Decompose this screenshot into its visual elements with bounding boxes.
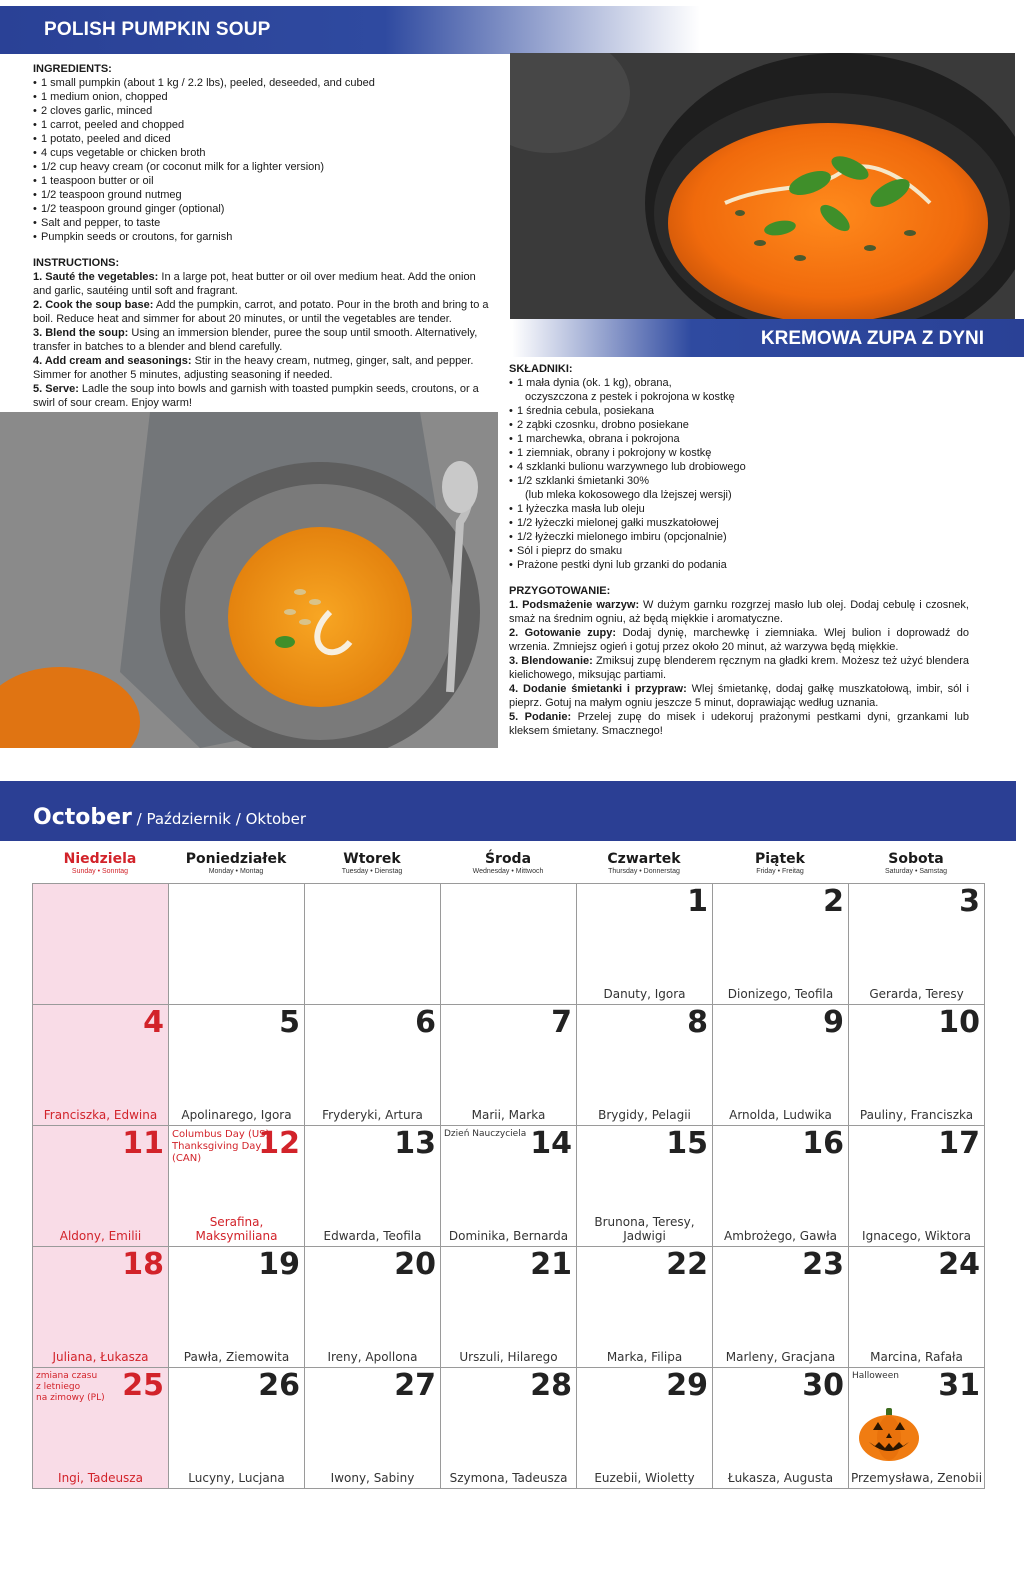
step-label: 2. Cook the soup base: (33, 299, 154, 311)
weekday-name: Piątek (754, 851, 805, 867)
instructions-pl (509, 598, 969, 738)
weekday-name: Sobota (888, 851, 944, 867)
day-cell-3[interactable] (848, 883, 985, 1005)
month-name: October (33, 805, 132, 830)
day-number: 19 (258, 1247, 300, 1282)
day-cell-18[interactable] (32, 1246, 169, 1368)
ingredient-item (509, 516, 969, 530)
day-cell-10[interactable] (848, 1004, 985, 1126)
day-note-line: Dzień Nauczyciela (444, 1129, 527, 1139)
day-cell-27[interactable] (304, 1367, 441, 1489)
step-text: Wlej śmietankę, dodaj gałkę muszkatołową, imbir, sól i pieprz. Gotuj na małym ogniu jeszcze 5 minut, doprawiając według uznania. (509, 683, 969, 709)
day-number: 26 (258, 1368, 300, 1403)
day-number: 18 (122, 1247, 164, 1282)
name-day-names: Marcina, Rafała (870, 1350, 963, 1364)
name-day-names: Euzebii, Wioletty (594, 1471, 695, 1485)
day-number: 17 (938, 1126, 980, 1161)
instructions-heading-en: INSTRUCTIONS: (33, 257, 120, 269)
day-cell-23[interactable] (712, 1246, 849, 1368)
day-number: 9 (823, 1005, 844, 1040)
step-label: 1. Podsmażenie warzyw: (509, 599, 640, 611)
name-day-names: Brygidy, Pelagii (598, 1108, 691, 1122)
day-cell-22[interactable] (576, 1246, 713, 1368)
day-cell-7[interactable] (440, 1004, 577, 1126)
name-day-names: Iwony, Sabiny (330, 1471, 415, 1485)
step-label: 3. Blendowanie: (509, 655, 593, 667)
day-cell-11[interactable] (32, 1125, 169, 1247)
name-day-names: Przemysława, Zenobii (850, 1471, 983, 1485)
day-cell-29[interactable] (576, 1367, 713, 1489)
name-day-names: Urszuli, Hilarego (459, 1350, 558, 1364)
day-cell-24[interactable] (848, 1246, 985, 1368)
day-cell-21[interactable] (440, 1246, 577, 1368)
month-title (33, 805, 306, 830)
day-cell-28[interactable] (440, 1367, 577, 1489)
day-cell-25[interactable] (32, 1367, 169, 1489)
ingredient-item: • 1 potato, peeled and diced (33, 132, 495, 146)
name-day-names: Danuty, Igora (603, 987, 686, 1001)
name-day-names: Ignacego, Wiktora (862, 1229, 971, 1243)
ingredient-line: oczyszczona z pestek i pokrojona w kostkę (525, 391, 735, 403)
weekday-subtitle: Friday • Freitag (756, 868, 804, 875)
day-cell-17[interactable] (848, 1125, 985, 1247)
step-text: Przelej zupę do misek i udekoruj prażonymi pestkami dyni, grzankami lub kleksem śmietany. Smacznego! (509, 711, 969, 737)
calendar-grid (32, 883, 984, 1488)
ingredient-item: • 4 cups vegetable or chicken broth (33, 146, 495, 160)
name-day-names: Marka, Filipa (606, 1350, 683, 1364)
weekday-subtitle: Thursday • Donnerstag (608, 868, 680, 875)
day-cell-31[interactable] (848, 1367, 985, 1489)
day-number: 5 (279, 1005, 300, 1040)
day-note (852, 1371, 899, 1382)
day-number: 28 (530, 1368, 572, 1403)
name-day-names: Serafina, Maksymiliana (195, 1215, 278, 1243)
weekday-header (32, 851, 168, 875)
step-label: 4. Dodanie śmietanki i przypraw: (509, 683, 687, 695)
instruction-step (509, 598, 969, 626)
instruction-step (509, 654, 969, 682)
name-day-names: Franciszka, Edwina (43, 1108, 158, 1122)
day-cell-9[interactable] (712, 1004, 849, 1126)
name-day-names: Marii, Marka (471, 1108, 546, 1122)
instruction-step (33, 382, 495, 410)
step-label: 1. Sauté the vegetables: (33, 271, 159, 283)
name-day-names: Pawła, Ziemowita (183, 1350, 290, 1364)
name-day-names: Szymona, Tadeusza (449, 1471, 568, 1485)
instruction-step (509, 682, 969, 710)
ingredient-item (509, 418, 969, 432)
instructions-en (33, 270, 495, 410)
ingredient-item: • 1 teaspoon butter or oil (33, 174, 495, 188)
step-text: Add the pumpkin, carrot, and potato. Pour in the broth and bring to a boil. Reduce heat and simmer for about 20 minutes, or until the vegetables are tender. (33, 299, 489, 325)
day-note (444, 1129, 526, 1140)
day-number: 2 (823, 884, 844, 919)
instruction-step (33, 270, 495, 298)
step-text: Dodaj dynię, marchewkę i ziemniaka. Wlej bulion i doprowadź do wrzenia. Zmniejsz ogień i gotuj przez około 20 minut, aż warzywa będą miękkie. (509, 627, 969, 653)
ingredient-item: • 1 medium onion, chopped (33, 90, 495, 104)
day-note-line: (CAN) (172, 1153, 202, 1164)
day-cell-15[interactable] (576, 1125, 713, 1247)
day-number: 13 (394, 1126, 436, 1161)
step-text: In a large pot, heat butter or oil over medium heat. Add the onion and garlic, sautéing until soft and fragrant. (33, 271, 476, 297)
name-day-names: Brunona, Teresy, Jadwigi (594, 1215, 695, 1243)
empty-day-cell (168, 883, 305, 1005)
month-header (0, 781, 1016, 841)
instructions-heading-pl: PRZYGOTOWANIE: (509, 585, 611, 597)
step-label: 3. Blend the soup: (33, 327, 129, 339)
weekday-subtitle: Wednesday • Mittwoch (472, 868, 544, 875)
weekday-subtitle: Monday • Montag (208, 868, 264, 875)
day-cell-8[interactable] (576, 1004, 713, 1126)
day-note-line: Halloween (852, 1371, 899, 1381)
day-number: 14 (530, 1126, 572, 1161)
ingredient-item (509, 376, 969, 404)
day-cell-13[interactable] (304, 1125, 441, 1247)
ingredient-item (509, 432, 969, 446)
ingredient-line: • 1 średnia cebula, posiekana (517, 405, 654, 417)
ingredient-item: • 1/2 teaspoon ground nutmeg (33, 188, 495, 202)
weekday-name: Czwartek (607, 851, 681, 867)
day-number: 20 (394, 1247, 436, 1282)
ingredient-line: • 1/2 łyżeczki mielonej gałki muszkatołowej (517, 517, 719, 529)
ingredient-item: • 1 carrot, peeled and chopped (33, 118, 495, 132)
day-number: 10 (938, 1005, 980, 1040)
ingredient-item: • Pumpkin seeds or croutons, for garnish (33, 230, 495, 244)
empty-day-cell (32, 883, 169, 1005)
weekday-header (848, 851, 984, 875)
weekday-name: Niedziela (63, 851, 137, 867)
ingredient-line: • 2 ząbki czosnku, drobno posiekane (517, 419, 689, 431)
recipe-title-en-banner (0, 6, 700, 54)
day-cell-12[interactable] (168, 1125, 305, 1247)
day-note-line: z letniego (36, 1382, 81, 1392)
day-number: 1 (687, 884, 708, 919)
day-number: 23 (802, 1247, 844, 1282)
ingredient-item: • 1 small pumpkin (about 1 kg / 2.2 lbs), peeled, deseeded, and cubed (33, 76, 495, 90)
recipe-pl-text (509, 362, 969, 738)
ingredient-line: • 1/2 szklanki śmietanki 30% (517, 475, 650, 487)
day-cell-6[interactable] (304, 1004, 441, 1126)
day-cell-30[interactable] (712, 1367, 849, 1489)
day-cell-2[interactable] (712, 883, 849, 1005)
empty-day-cell (440, 883, 577, 1005)
ingredient-item (509, 474, 969, 502)
day-cell-19[interactable] (168, 1246, 305, 1368)
instruction-step (33, 354, 495, 382)
ingredient-item (509, 460, 969, 474)
day-cell-16[interactable] (712, 1125, 849, 1247)
day-cell-14[interactable] (440, 1125, 577, 1247)
soup-plate-illustration (0, 412, 498, 748)
ingredient-line: • 1 mała dynia (ok. 1 kg), obrana, (517, 377, 672, 389)
day-number: 31 (938, 1368, 980, 1403)
step-label: 5. Podanie: (509, 711, 572, 723)
day-number: 11 (122, 1126, 164, 1161)
ingredient-line: • 1 łyżeczka masła lub oleju (517, 503, 645, 515)
weekday-header (304, 851, 440, 875)
step-text: Stir in the heavy cream, nutmeg, ginger, salt, and pepper. Simmer for another 5 minutes, adjusting seasoning if needed. (33, 355, 474, 381)
recipe-title-pl-banner (512, 319, 1024, 357)
day-number: 24 (938, 1247, 980, 1282)
ingredient-line: • 4 szklanki bulionu warzywnego lub drobiowego (517, 461, 746, 473)
ingredient-item: • 2 cloves garlic, minced (33, 104, 495, 118)
day-number: 22 (666, 1247, 708, 1282)
ingredient-line: • 1 marchewka, obrana i pokrojona (517, 433, 680, 445)
day-number: 6 (415, 1005, 436, 1040)
step-label: 4. Add cream and seasonings: (33, 355, 192, 367)
day-cell-5[interactable] (168, 1004, 305, 1126)
step-text: Ladle the soup into bowls and garnish with toasted pumpkin seeds, croutons, or a swirl of sour cream. Enjoy warm! (33, 383, 479, 409)
step-label: 2. Gotowanie zupy: (509, 627, 616, 639)
name-day-names: Apolinarego, Igora (181, 1108, 292, 1122)
month-subtitle: / Październik / Oktober (131, 810, 307, 828)
day-note-line: Thanksgiving Day (172, 1141, 262, 1152)
day-number: 15 (666, 1126, 708, 1161)
ingredient-line: • 1/2 łyżeczki mielonego imbiru (opcjonalnie) (517, 531, 727, 543)
step-label: 5. Serve: (33, 383, 79, 395)
ingredients-heading-en: INGREDIENTS: (33, 63, 112, 75)
day-number: 16 (802, 1126, 844, 1161)
day-number: 3 (959, 884, 980, 919)
name-day-names: Arnolda, Ludwika (729, 1108, 832, 1122)
ingredient-item: • 1/2 teaspoon ground ginger (optional) (33, 202, 495, 216)
name-day-names: Pauliny, Franciszka (859, 1108, 974, 1122)
day-number: 21 (530, 1247, 572, 1282)
recipe-title-en: POLISH PUMPKIN SOUP (44, 19, 271, 40)
soup-bowl-illustration (510, 53, 1015, 319)
name-day-names: Fryderyki, Artura (322, 1108, 423, 1122)
name-day-names: Ambrożego, Gawła (723, 1229, 838, 1243)
weekday-header (168, 851, 304, 875)
day-number: 7 (551, 1005, 572, 1040)
weekday-subtitle: Sunday • Sonntag (71, 868, 129, 875)
day-note-line: zmiana czasu (36, 1371, 98, 1381)
ingredient-line: • Sól i pieprz do smaku (517, 545, 623, 557)
ingredient-line: • 1 ziemniak, obrany i pokrojony w kostkę (517, 447, 712, 459)
step-text: Zmiksuj zupę blenderem ręcznym na gładki krem. Możesz też użyć blendera kielichowego, miksując partiami. (509, 655, 969, 681)
day-cell-4[interactable] (32, 1004, 169, 1126)
ingredient-item (509, 558, 969, 572)
day-note-line: Columbus Day (US) (172, 1129, 270, 1140)
ingredients-heading-pl: SKŁADNIKI: (509, 363, 573, 375)
day-note (36, 1371, 105, 1404)
empty-day-cell (304, 883, 441, 1005)
step-text: W dużym garnku rozgrzej masło lub olej. Dodaj cebulę i czosnek, smaż na średnim ogniu, aż będą miękkie i aromatyczne. (509, 599, 969, 625)
ingredient-item (509, 502, 969, 516)
day-note (172, 1129, 269, 1165)
recipe-title-pl: KREMOWA ZUPA Z DYNI (760, 328, 984, 349)
weekday-header (440, 851, 576, 875)
weekday-subtitle: Tuesday • Dienstag (341, 868, 403, 875)
weekday-name: Wtorek (343, 851, 401, 867)
ingredient-line: • Prażone pestki dyni lub grzanki do podania (517, 559, 727, 571)
day-number: 4 (143, 1005, 164, 1040)
day-note-line: na zimowy (PL) (36, 1393, 105, 1403)
name-day-names: Dominika, Bernarda (448, 1229, 569, 1243)
name-day-names: Aldony, Emilii (59, 1229, 142, 1243)
day-number: 25 (122, 1368, 164, 1403)
pumpkin-soup-photo-bottom (0, 412, 498, 748)
name-day-names: Juliana, Łukasza (52, 1350, 149, 1364)
weekday-header (712, 851, 848, 875)
weekday-header (576, 851, 712, 875)
day-number: 12 (258, 1126, 300, 1161)
day-cell-20[interactable] (304, 1246, 441, 1368)
day-number: 30 (802, 1368, 844, 1403)
name-day-names: Gerarda, Teresy (869, 987, 964, 1001)
name-day-names: Edwarda, Teofila (323, 1229, 422, 1243)
ingredients-list-pl (509, 376, 969, 572)
name-day-names: Ingi, Tadeusza (58, 1471, 143, 1485)
day-number: 8 (687, 1005, 708, 1040)
ingredient-line: (lub mleka kokosowego dla lżejszej wersji) (525, 489, 732, 501)
ingredient-item (509, 446, 969, 460)
day-cell-26[interactable] (168, 1367, 305, 1489)
ingredient-item (509, 544, 969, 558)
instruction-step (33, 326, 495, 354)
name-day-names: Marleny, Gracjana (725, 1350, 836, 1364)
jack-o-lantern-icon (857, 1406, 921, 1467)
day-cell-1[interactable] (576, 883, 713, 1005)
ingredient-item (509, 530, 969, 544)
instruction-step (509, 626, 969, 654)
instruction-step (509, 710, 969, 738)
weekday-name: Środa (484, 851, 532, 867)
ingredient-item: • Salt and pepper, to taste (33, 216, 495, 230)
pumpkin-soup-photo-top (510, 53, 1015, 319)
weekday-subtitle: Saturday • Samstag (885, 868, 947, 875)
name-day-names: Łukasza, Augusta (727, 1471, 834, 1485)
name-day-names: Ireny, Apollona (327, 1350, 418, 1364)
day-number: 27 (394, 1368, 436, 1403)
ingredient-item: • 1/2 cup heavy cream (or coconut milk for a lighter version) (33, 160, 495, 174)
name-day-names: Lucyny, Lucjana (188, 1471, 285, 1485)
weekday-name: Poniedziałek (185, 851, 287, 867)
instruction-step (33, 298, 495, 326)
ingredient-item (509, 404, 969, 418)
day-number: 29 (666, 1368, 708, 1403)
name-day-names: Dionizego, Teofila (727, 987, 834, 1001)
step-text: Using an immersion blender, puree the soup until smooth. Alternatively, transfer in batches to a blender and blend carefully. (33, 327, 478, 353)
ingredients-list-en (33, 76, 495, 244)
recipe-en-text (33, 62, 495, 410)
